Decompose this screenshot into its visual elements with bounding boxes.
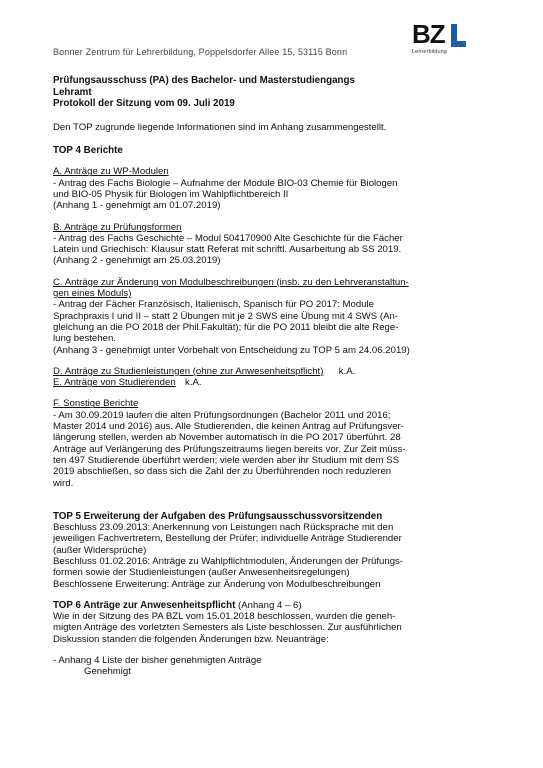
top4-b-line: (Anhang 2 - genehmigt am 25.03.2019)	[53, 255, 221, 267]
top4-heading: TOP 4 Berichte	[53, 145, 123, 157]
top4-f-line: wird.	[53, 477, 74, 489]
top4-f-line: - Am 30.09.2019 laufen die alten Prüfungsordnungen (Bachelor 2011 und 2016;	[53, 409, 391, 421]
top6-line: Diskussion standen die folgenden Änderungen bzw. Neuanträge:	[53, 633, 329, 645]
top4-e-title: E. Anträge von Studierenden	[53, 377, 176, 389]
bzl-logo	[412, 19, 466, 55]
top4-f-line: ten 497 Studierende überführt werden; viele werden aber ihr Studium mit dem SS	[53, 454, 400, 466]
top4-d-title: D. Anträge zu Studienleistungen (ohne zur Anwesenheitspflicht)	[53, 365, 324, 377]
title-line-3: Protokoll der Sitzung vom 09. Juli 2019	[53, 98, 235, 110]
top4-c-line: (Anhang 3 - genehmigt unter Vorbehalt von Entscheidung zu TOP 5 am 24.06.2019)	[53, 344, 410, 356]
top4-f-line: 2019 abschließen, so dass sich die Zahl der zu Überführenden noch reduzieren	[53, 466, 392, 478]
top6-heading-row	[53, 600, 493, 611]
top4-f-line: längerung stellen, werden ab November automatisch in die PO 2017 überführt. 28	[53, 432, 401, 444]
top6-heading: TOP 6 Anträge zur Anwesenheitspflicht	[53, 599, 236, 611]
top4-d-value: k.A.	[338, 365, 356, 377]
top5-line: formen sowie der Studienleistungen (außer Anwesenheitsregelungen)	[53, 567, 350, 579]
logo-l-foot	[451, 41, 466, 47]
document-title	[53, 75, 493, 110]
top5-line: jeweiligen Fachvertretern, Bestellung der Prüfer; individuelle Anträge Studierender	[53, 533, 402, 545]
top4-a-line: (Anhang 1 - genehmigt am 01.07.2019)	[53, 200, 221, 212]
top6-list-sub: Genehmigt	[84, 666, 131, 678]
top6-heading-suffix: (Anhang 4 – 6)	[235, 599, 302, 611]
top4-a-title: A. Anträge zu WP-Modulen	[53, 166, 169, 178]
top4-d-row	[53, 366, 493, 377]
intro-text: Den TOP zugrunde liegende Informationen sind im Anhang zusammengestellt.	[53, 121, 387, 133]
top4-c-line: - Antrag der Fächer Französisch, Italienisch, Spanisch für PO 2017: Module	[53, 299, 375, 311]
top4-f-line: Master 2014 und 2016) aus. Alle Studierenden, die keinen Antrag auf Prüfungsver-	[53, 421, 404, 433]
top4-b-line: - Antrag des Fachs Geschichte – Modul 504170900 Alte Geschichte für die Fächer	[53, 232, 403, 244]
top6-list-item: - Anhang 4 Liste der bisher genehmigten Anträge	[53, 655, 262, 667]
top5-heading: TOP 5 Erweiterung der Aufgaben des Prüfungsausschussvorsitzenden	[53, 510, 383, 522]
top5-line: Beschluss 23.09.2013: Anerkennung von Leistungen nach Rücksprache mit den	[53, 522, 394, 534]
header-address: Bonner Zentrum für Lehrerbildung, Poppelsdorfer Allee 15, 53115 Bonn	[53, 47, 348, 57]
top4-e-value: k.A.	[185, 377, 202, 389]
top4-a-line: - Antrag des Fachs Biologie – Aufnahme der Module BIO-03 Chemie für Biologen	[53, 177, 398, 189]
top5-line: Beschluss 01.02.2016: Anträge zu Wahlpflichtmodulen, Änderungen der Prüfungs-	[53, 555, 404, 567]
top4-c-line: gleichung an die PO 2018 der Phil.Fakultät); für die PO 2011 bleibt die alte Rege-	[53, 321, 399, 333]
logo-text: BZ	[412, 19, 445, 49]
top4-b-title: B. Anträge zu Prüfungsformen	[53, 221, 182, 233]
top5-line: (außer Widersprüche)	[53, 544, 147, 556]
document-body	[53, 75, 493, 678]
title-line-1: Prüfungsausschuss (PA) des Bachelor- und Masterstudiengangs	[53, 75, 355, 86]
top4-f-line: Anträge auf Verlängerung des Prüfungszeitraums liegen bereits vor. Zur Zeit müss-	[53, 443, 406, 455]
top5-line: Beschlossene Erweiterung: Anträge zur Änderung von Modulbeschreibungen	[53, 578, 381, 590]
logo-subtitle: Lehrerbildung	[412, 49, 447, 55]
top4-c-line: Sprachpraxis I und II – statt 2 Übungen mit je 2 SWS eine Übung mit 4 SWS (An-	[53, 310, 399, 322]
top4-c-title: C. Anträge zur Änderung von Modulbeschreibungen (insb. zu den Lehrveranstaltun-	[53, 276, 409, 288]
top4-b-line: Latein und Griechisch: Klausur statt Referat mit schriftl. Ausarbeitung ab SS 2019.	[53, 244, 402, 256]
title-line-2: Lehramt	[53, 86, 92, 98]
top6-line: Wie in der Sitzung des PA BZL vom 15.01.2018 beschlossen, wurden die geneh-	[53, 611, 396, 623]
top4-c-title-cont: gen eines Moduls)	[53, 288, 132, 300]
top6-line: migten Anträge des vorletzten Semesters als Liste beschlossen. Zur ausführlichen	[53, 622, 402, 634]
top4-f-title: F. Sonstige Berichte	[53, 398, 139, 410]
top4-c-line: lung bestehen.	[53, 333, 116, 345]
top4-e-row	[53, 377, 493, 388]
top4-a-line: und BIO-05 Physik für Biologen im Wahlpflichtbereich II	[53, 188, 289, 200]
